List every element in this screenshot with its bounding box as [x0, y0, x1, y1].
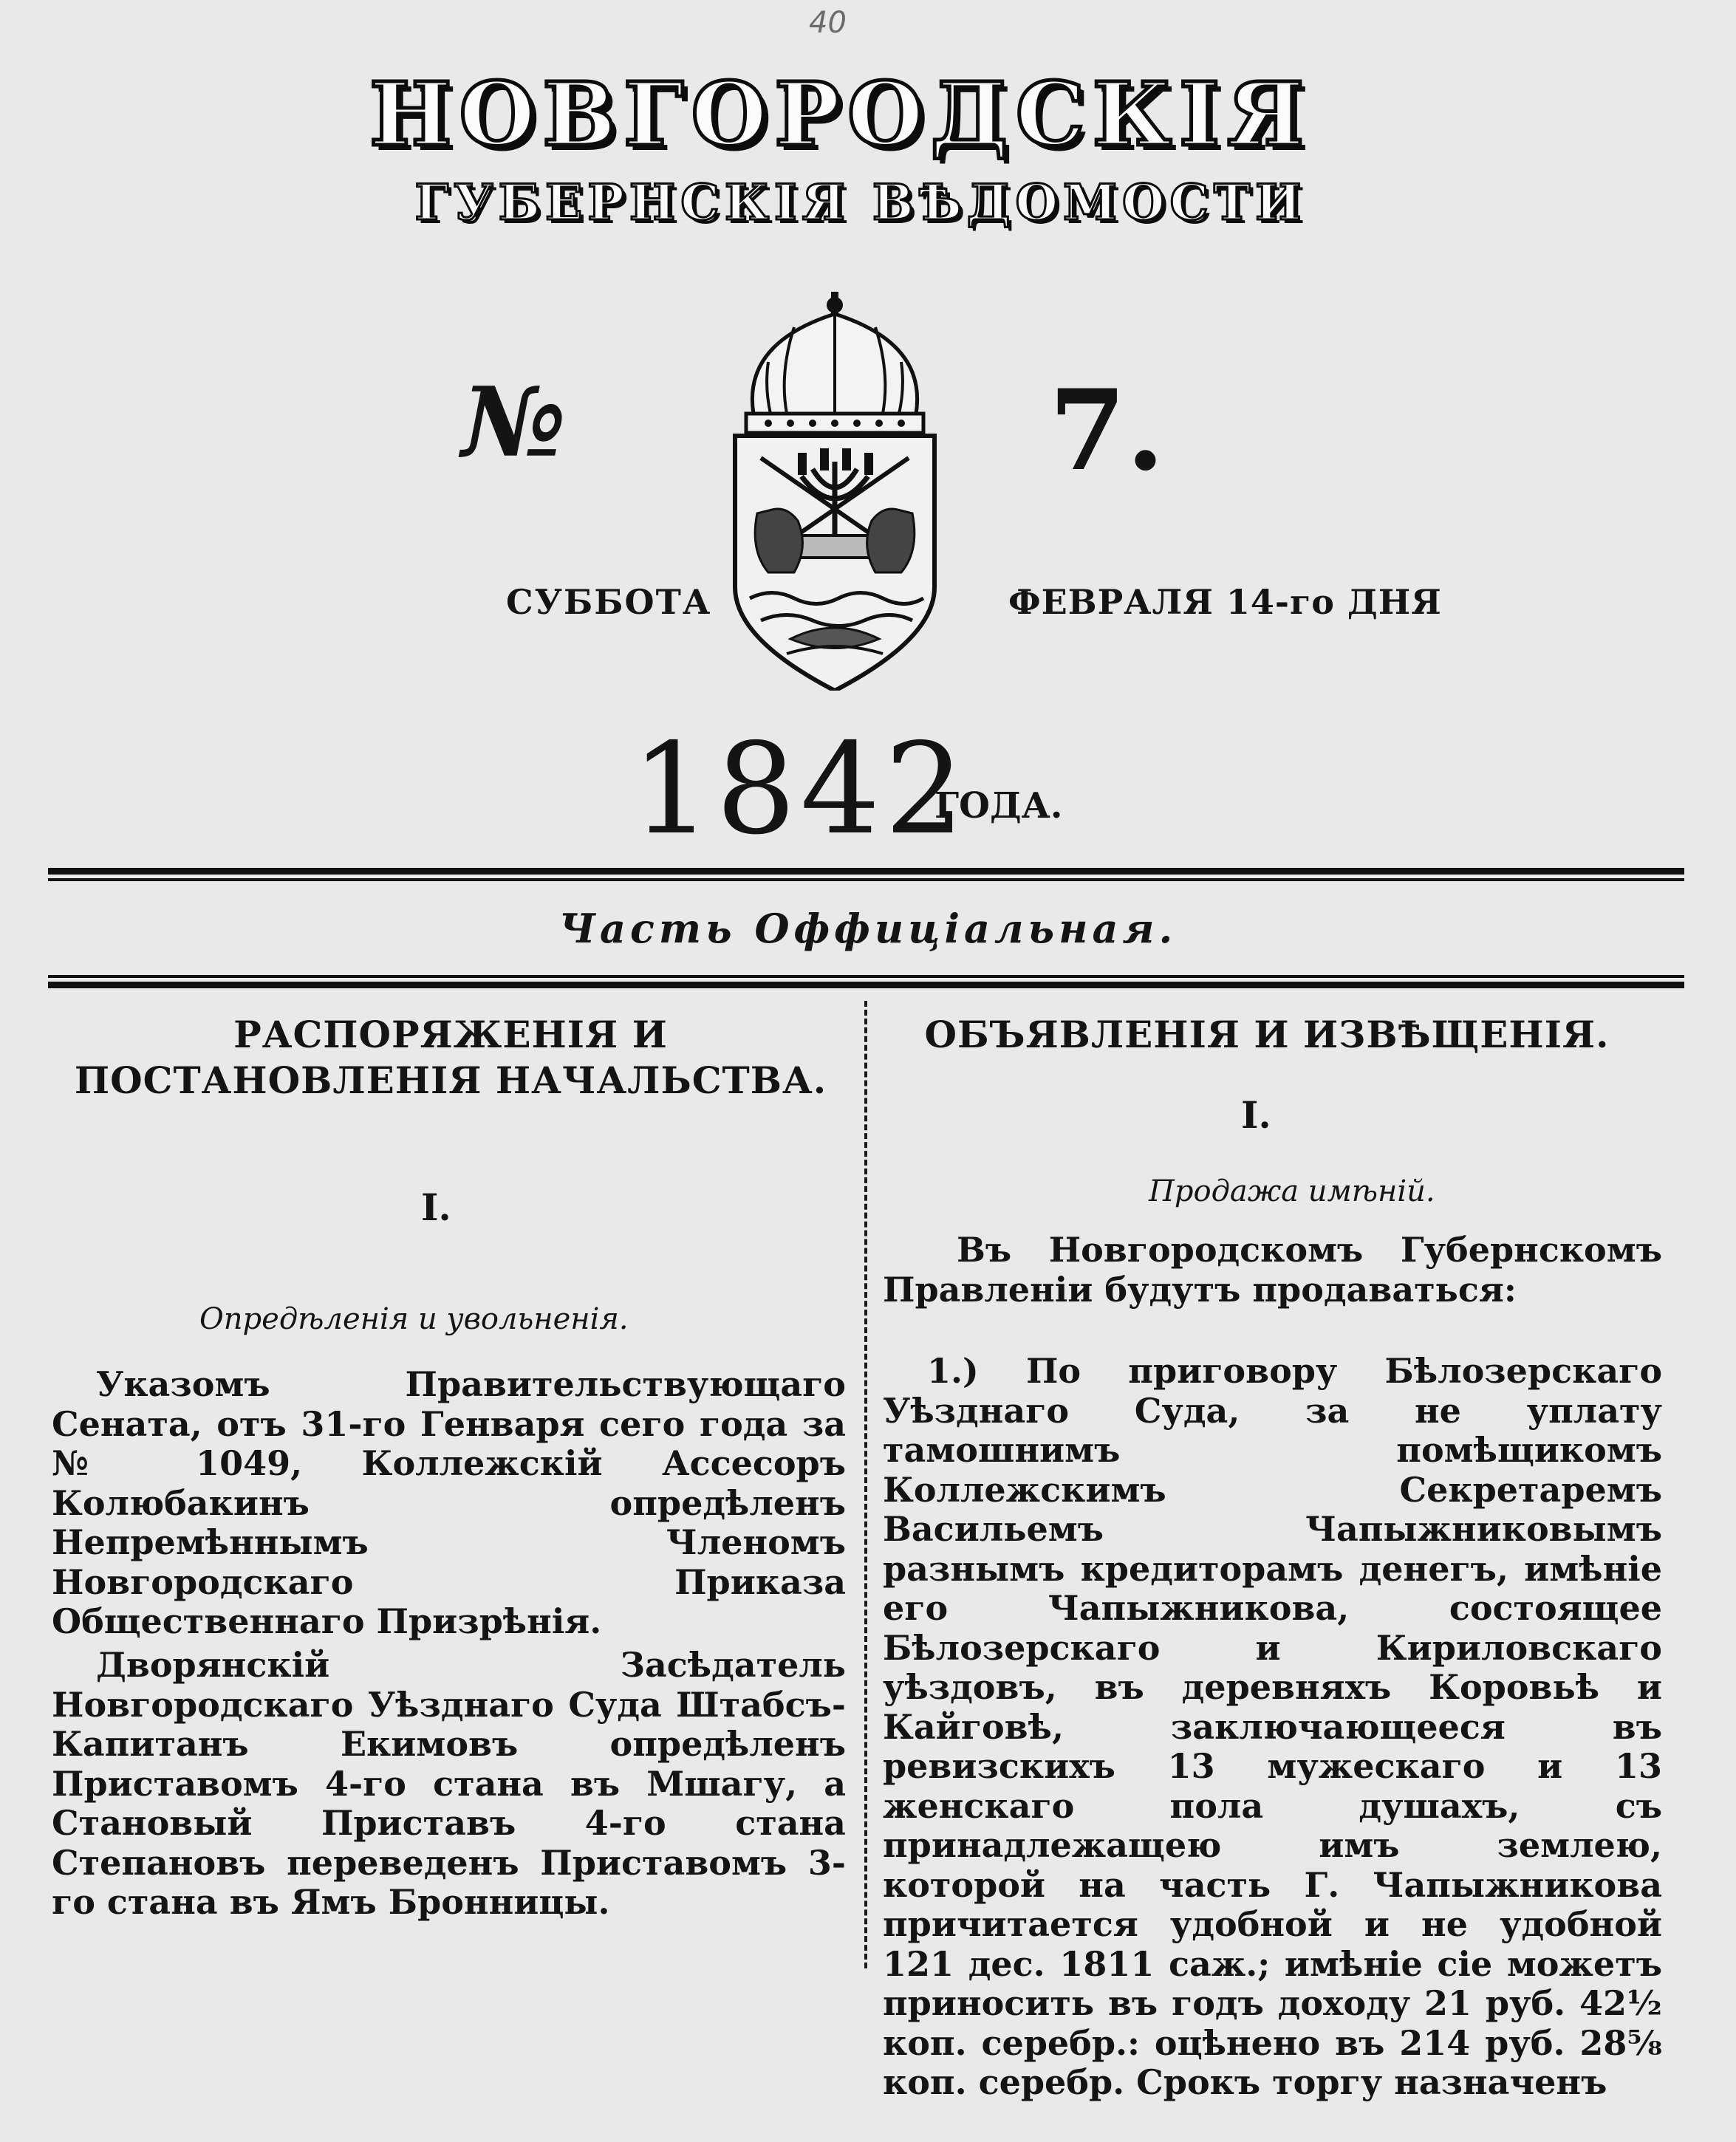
newspaper-subtitle: ГУБЕРНСКІЯ ВѢДОМОСТИ — [414, 174, 1307, 231]
issue-date: ФЕВРАЛЯ 14-го ДНЯ — [1008, 582, 1442, 622]
page-number: 40 — [809, 6, 847, 40]
issue-number-sign: № — [462, 366, 567, 479]
coat-of-arms-icon — [728, 292, 942, 691]
issue-weekday: СУББОТА — [506, 582, 712, 622]
part-title: Часть Оффиціальная. — [558, 905, 1178, 952]
right-column-heading: ОБЪЯВЛЕНІЯ И ИЗВѢЩЕНІЯ. — [924, 1013, 1610, 1056]
part-double-rule — [48, 975, 1684, 991]
newspaper-title: НОВГОРОДСКІЯ — [369, 63, 1312, 165]
right-intro: Въ Новгородскомъ Губернскомъ Правленіи будутъ продаваться: — [883, 1230, 1662, 1310]
issue-year: 1842 — [632, 716, 969, 863]
left-section-number: I. — [421, 1185, 451, 1229]
left-paragraph: Указомъ Правительствующаго Сената, отъ 31-го Генваря сего года за № 1049, Коллежскій Ассесоръ Колюбакинъ опредѣленъ Непремѣннымъ Членомъ Новгородскаго Приказа Общественнаго Призрѣнія. — [52, 1364, 846, 1641]
left-column-heading: РАСПОРЯЖЕНІЯ И ПОСТАНОВЛЕНІЯ НАЧАЛЬСТВА. — [74, 1013, 827, 1102]
right-paragraph: 1.) По приговору Бѣлозерскаго Уѣзднаго Суда, за не уплату тамошнимъ помѣщикомъ Коллежскимъ Секретаремъ Васильемъ Чапыжниковымъ разнымъ кредиторамъ денегъ, имѣніе его Чапыжникова, состоящее Бѣлозерскаго и Кириловскаго уѣздовъ, въ деревняхъ Коровьѣ и Кайговѣ, заключающееся въ ревизскихъ 13 мужескаго и 13 женскаго пола душахъ, съ принадлежащею имъ землею, которой на часть Г. Чапыжникова причитается удобной и не удобной 121 дес. 1811 саж.; имѣніе сіе можетъ приносить въ годъ доходу 21 руб. 42½ коп. серебр.: оцѣнено въ 214 руб. 28⅝ коп. серебр. Срокъ торгу назначенъ — [883, 1351, 1662, 2102]
left-subheading: Опредѣленія и увольненія. — [199, 1302, 629, 1336]
issue-year-suffix: ГОДА. — [934, 785, 1063, 827]
masthead-double-rule — [48, 868, 1684, 884]
right-subheading: Продажа имѣній. — [1149, 1174, 1435, 1208]
issue-number: 7. — [1049, 366, 1165, 496]
right-section-number: I. — [1241, 1093, 1271, 1137]
left-paragraph: Дворянскій Засѣдатель Новгородскаго Уѣзднаго Суда Штабсъ-Капитанъ Екимовъ опредѣленъ Приставомъ 4-го стана въ Мшагу, а Становый Приставъ 4-го стана Степановъ переведенъ Приставомъ 3-го стана въ Ямъ Бронницы. — [52, 1645, 846, 1922]
column-divider — [864, 1001, 867, 1968]
